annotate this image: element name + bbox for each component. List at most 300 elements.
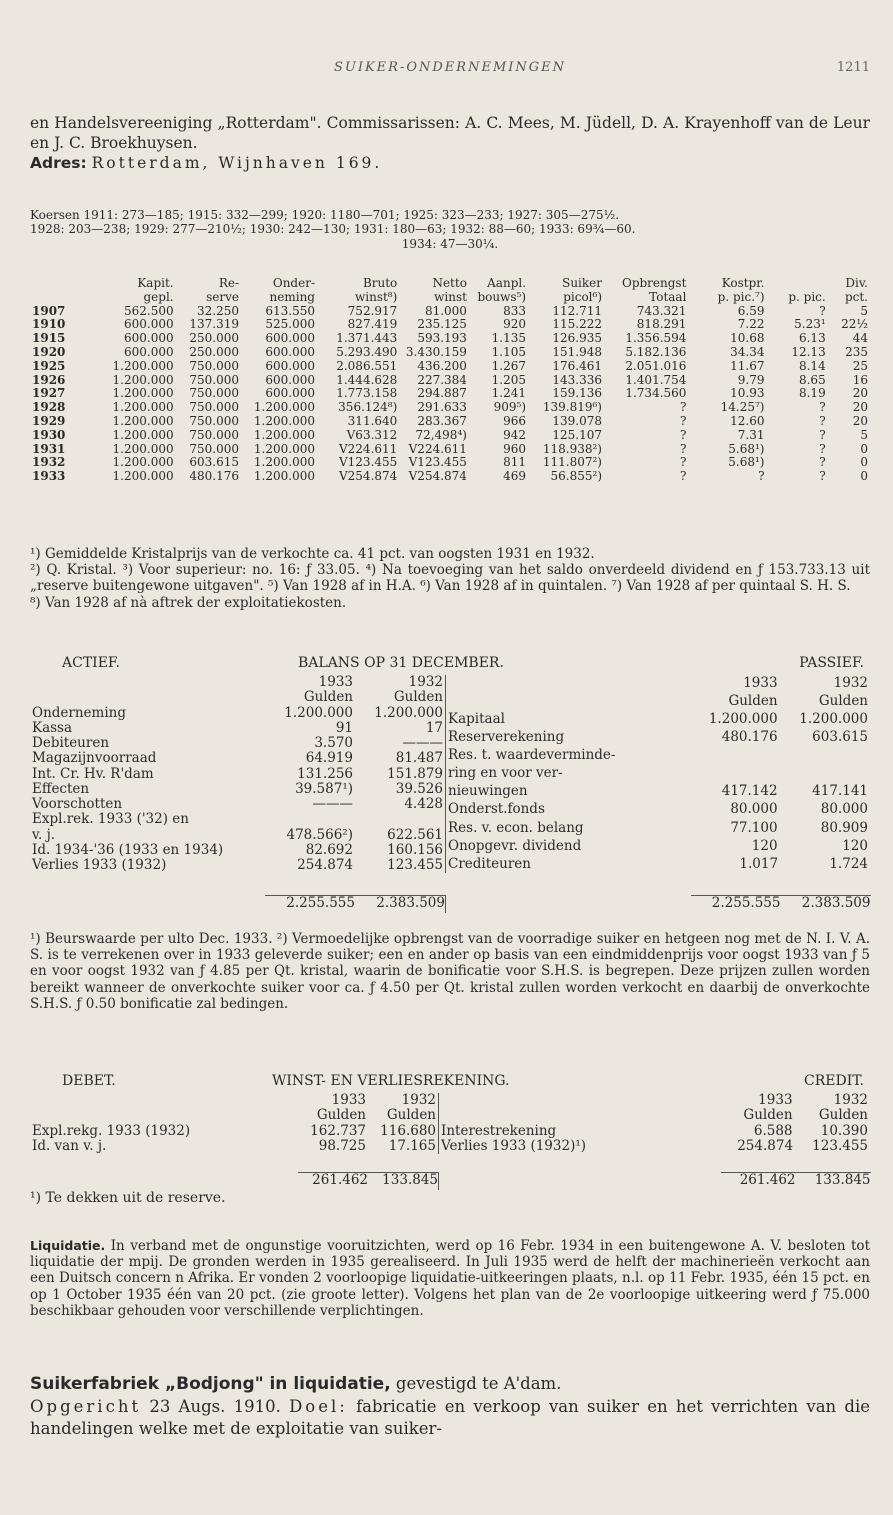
balance-right-body bbox=[446, 711, 871, 873]
stats-cell: 5.293.490 bbox=[336, 344, 398, 359]
unit-head: Gulden bbox=[316, 1107, 366, 1124]
opgericht-value: 23 Augs. 1910. bbox=[149, 1396, 281, 1416]
stats-cell: 112.711 bbox=[552, 303, 602, 318]
account-label: Debiteuren bbox=[32, 735, 110, 751]
account-value-1933: 478.566²) bbox=[286, 826, 353, 843]
account-row bbox=[446, 819, 871, 837]
account-row bbox=[30, 782, 445, 797]
stats-cell: 1.267 bbox=[491, 358, 527, 373]
bodjong-name: Suikerfabriek „Bodjong" in liquidatie, bbox=[30, 1374, 391, 1394]
stats-cell: ? bbox=[679, 441, 687, 456]
stats-cell: ? bbox=[679, 427, 687, 442]
stats-cell: 603.615 bbox=[189, 455, 240, 470]
stats-row bbox=[30, 456, 870, 470]
stats-head: gepl. bbox=[143, 289, 174, 304]
stats-cell: 235 bbox=[845, 344, 868, 359]
statistics-table bbox=[30, 277, 870, 484]
stats-head: winst bbox=[434, 289, 467, 304]
stats-row bbox=[30, 360, 870, 374]
stats-cell: 966 bbox=[503, 413, 527, 428]
account-label: Crediteuren bbox=[448, 855, 531, 872]
bodjong-heading bbox=[30, 1373, 870, 1396]
footnote: ⁸) Van 1928 af nà aftrek der exploitatiekosten. bbox=[30, 594, 347, 611]
stats-cell: 743.321 bbox=[636, 303, 687, 318]
account-value-1932 bbox=[780, 765, 870, 783]
pl-columns bbox=[30, 1093, 870, 1154]
stats-head: p. pic. bbox=[788, 289, 826, 304]
account-row bbox=[30, 843, 445, 858]
account-label: Onopgevr. dividend bbox=[448, 837, 582, 854]
account-label: ring en voor ver- bbox=[448, 765, 563, 782]
stats-head: serve bbox=[206, 289, 240, 304]
stats-cell: 2.086.551 bbox=[336, 358, 398, 373]
stats-cell: 8.14 bbox=[798, 358, 826, 373]
account-value-1933: 254.874 bbox=[737, 1137, 794, 1154]
stats-cell: 1.205 bbox=[491, 372, 527, 387]
stats-cell: 0 bbox=[860, 455, 868, 470]
unit-head: Gulden bbox=[818, 693, 868, 710]
stats-head: p. pic.⁷) bbox=[717, 289, 765, 304]
stats-cell: 34.34 bbox=[730, 344, 765, 359]
stats-cell: 56.855²) bbox=[550, 469, 602, 484]
stats-cell: V63.312 bbox=[346, 427, 398, 442]
stats-head: neming bbox=[269, 289, 315, 304]
stats-row bbox=[30, 401, 870, 415]
opgericht-label: Opgericht bbox=[30, 1396, 142, 1416]
stats-head: Kapit. bbox=[137, 276, 174, 290]
stats-cell: 811 bbox=[503, 455, 527, 470]
account-label: Res. v. econ. belang bbox=[448, 819, 584, 836]
stats-cell: 1.444.628 bbox=[336, 372, 398, 387]
stats-year: 1915 bbox=[32, 331, 66, 346]
stats-year: 1926 bbox=[32, 372, 66, 387]
stats-cell: 139.819⁶) bbox=[542, 400, 602, 415]
stats-cell: 11.67 bbox=[730, 358, 765, 373]
stats-cell: ? bbox=[679, 469, 687, 484]
pl-total-left-1933: 261.462 bbox=[298, 1172, 368, 1189]
stats-cell: 1.200.000 bbox=[112, 441, 174, 456]
year-head: 1933 bbox=[318, 674, 353, 690]
stats-row bbox=[30, 318, 870, 332]
pl-left-title: DEBET. bbox=[62, 1073, 116, 1089]
stats-head: pct. bbox=[844, 289, 868, 304]
year-head: 1932 bbox=[408, 674, 443, 690]
stats-head: picol⁶) bbox=[563, 289, 602, 304]
stats-year: 1932 bbox=[32, 455, 66, 470]
stats-year: 1920 bbox=[32, 344, 66, 359]
year-head: 1933 bbox=[743, 675, 778, 692]
stats-year: 1910 bbox=[32, 317, 66, 332]
account-label: Verlies 1933 (1932)¹) bbox=[441, 1137, 587, 1154]
account-row bbox=[30, 721, 445, 736]
liquidation-label: Liquidatie. bbox=[30, 1238, 106, 1253]
stats-row bbox=[30, 305, 870, 319]
stats-cell: 25 bbox=[852, 358, 868, 373]
stats-cell: 600.000 bbox=[123, 344, 174, 359]
stats-cell: 294.887 bbox=[417, 386, 467, 401]
account-row bbox=[446, 783, 871, 801]
stats-head: Totaal bbox=[649, 289, 687, 304]
account-label: Id. van v. j. bbox=[32, 1137, 107, 1154]
stats-cell: 1.200.000 bbox=[112, 372, 174, 387]
pl-totals bbox=[30, 1172, 870, 1190]
account-row bbox=[30, 828, 445, 843]
stats-cell: 1.200.000 bbox=[112, 386, 174, 401]
stats-year: 1931 bbox=[32, 441, 66, 456]
account-value-1933: 254.874 bbox=[297, 857, 353, 873]
address-label: Adres: bbox=[30, 154, 87, 173]
balance-titles bbox=[30, 655, 870, 675]
account-value-1933: 1.017 bbox=[739, 855, 779, 872]
stats-cell: 44 bbox=[852, 331, 868, 346]
balance-left-body bbox=[30, 706, 445, 874]
stats-cell: V224.611 bbox=[339, 441, 398, 456]
stats-cell: 235.125 bbox=[417, 317, 467, 332]
year-head: 1932 bbox=[401, 1092, 436, 1108]
account-row bbox=[439, 1124, 871, 1139]
stats-year: 1930 bbox=[32, 427, 66, 442]
account-row bbox=[30, 751, 445, 766]
stats-cell: 525.000 bbox=[265, 317, 315, 332]
stats-head: Suiker bbox=[562, 276, 602, 290]
pl-right-body bbox=[439, 1124, 871, 1155]
stats-cell: 5.68¹) bbox=[728, 441, 765, 456]
account-value-1933 bbox=[265, 812, 355, 827]
stats-cell: 8.19 bbox=[798, 386, 826, 401]
account-value-1932: 80.909 bbox=[820, 819, 868, 836]
stats-cell: 1.200.000 bbox=[112, 427, 174, 442]
page-number: 1211 bbox=[836, 60, 870, 75]
account-value-1932 bbox=[780, 747, 870, 765]
account-value-1932: 151.879 bbox=[387, 765, 443, 782]
stats-head: bouws⁵) bbox=[477, 289, 527, 304]
account-value-1933: 3.570 bbox=[314, 735, 353, 751]
address-line bbox=[30, 153, 870, 173]
year-head: 1933 bbox=[331, 1092, 366, 1108]
balance-title: BALANS OP 31 DECEMBER. bbox=[298, 655, 504, 671]
stats-cell: 1.200.000 bbox=[253, 469, 315, 484]
stats-row bbox=[30, 387, 870, 401]
stats-head: Div. bbox=[845, 276, 868, 290]
stats-cell: 115.222 bbox=[552, 317, 602, 332]
account-value-1933: 39.587¹) bbox=[295, 780, 353, 797]
account-row bbox=[446, 765, 871, 783]
stats-cell: ? bbox=[819, 413, 826, 428]
stats-cell: 176.461 bbox=[552, 358, 602, 373]
stats-head: Kostpr. bbox=[721, 276, 765, 290]
stats-cell: 111.807²) bbox=[542, 455, 602, 470]
account-value-1932 bbox=[355, 812, 445, 827]
account-value-1932: 123.455 bbox=[812, 1137, 868, 1154]
stats-cell: 750.000 bbox=[189, 372, 240, 387]
account-value-1932: 4.428 bbox=[404, 796, 443, 812]
stats-cell: 909⁵) bbox=[493, 400, 527, 415]
doel-value: fabricatie en verkoop van suiker en het verrichten van die handelingen welke met de exploitatie van suiker- bbox=[30, 1396, 870, 1439]
total-left-1932: 2.383.509 bbox=[355, 895, 445, 912]
stats-cell: 125.107 bbox=[552, 427, 602, 442]
stats-cell: ? bbox=[819, 441, 826, 456]
running-title: SUIKER-ONDERNEMINGEN bbox=[333, 60, 567, 75]
stats-cell: 1.200.000 bbox=[112, 358, 174, 373]
stats-cell: ? bbox=[819, 469, 826, 484]
account-value-1932: 603.615 bbox=[812, 729, 868, 746]
stats-year: 1925 bbox=[32, 358, 66, 373]
stats-cell: 10.93 bbox=[730, 386, 765, 401]
koersen-line-3: 1934: 47—30¼. bbox=[401, 236, 499, 251]
stats-cell: 1.200.000 bbox=[253, 413, 315, 428]
stats-cell: 1.200.000 bbox=[253, 400, 315, 415]
stats-cell: 593.193 bbox=[417, 331, 467, 346]
stats-cell: 469 bbox=[503, 469, 527, 484]
unit-head: Gulden bbox=[386, 1107, 436, 1124]
bodjong-block bbox=[30, 1373, 870, 1440]
stats-year: 1907 bbox=[32, 303, 66, 318]
stats-cell: ? bbox=[679, 455, 687, 470]
stats-cell: 436.200 bbox=[417, 358, 467, 373]
stats-cell: 1.200.000 bbox=[112, 400, 174, 415]
stats-cell: V254.874 bbox=[339, 469, 398, 484]
stats-cell: 139.078 bbox=[552, 413, 602, 428]
account-value-1932: 17.165 bbox=[388, 1137, 436, 1154]
stats-cell: 143.336 bbox=[552, 372, 602, 387]
stats-header-row-2 bbox=[30, 291, 870, 305]
stats-cell: ? bbox=[679, 413, 687, 428]
account-label: Voorschotten bbox=[32, 796, 123, 812]
account-value-1933: 162.737 bbox=[310, 1122, 366, 1139]
account-label: Magazijnvoorraad bbox=[32, 750, 157, 767]
account-value-1932: 1.724 bbox=[829, 855, 868, 872]
account-label: Onderneming bbox=[32, 704, 126, 721]
account-value-1933: 91 bbox=[335, 719, 353, 736]
account-label: nieuwingen bbox=[448, 783, 528, 800]
footnote: ²) Q. Kristal. ³) Voor superieur: no. 16: ƒ 33.05. ⁴) Na toevoeging van het saldo onverdeeld dividend en ƒ 153.733.13 uit „reserve buitengewone uitgaven". ⁵) Van 1928 af in H.A. ⁶) Van 1928 af in quintalen. ⁷) Van 1928 af per quintaal S. H. S. bbox=[30, 562, 870, 595]
stats-cell: 1.135 bbox=[491, 331, 527, 346]
stats-cell: 1.200.000 bbox=[112, 413, 174, 428]
account-row bbox=[439, 1139, 871, 1154]
stats-cell: 356.124⁸) bbox=[338, 400, 398, 415]
account-row bbox=[30, 797, 445, 812]
footnotes-2 bbox=[30, 931, 870, 1012]
stats-cell: 752.917 bbox=[347, 303, 398, 318]
account-value-1932: ——— bbox=[402, 735, 443, 751]
stats-cell: ? bbox=[819, 303, 826, 318]
stats-head: Onder- bbox=[272, 276, 315, 290]
pl-debet bbox=[30, 1093, 438, 1154]
pl-total-right-1933: 261.462 bbox=[721, 1172, 796, 1189]
intro-block bbox=[30, 113, 870, 173]
account-value-1933: 98.725 bbox=[318, 1137, 366, 1154]
stats-head: winst⁸) bbox=[354, 289, 398, 304]
stats-cell: 137.319 bbox=[189, 317, 240, 332]
account-value-1933: 120 bbox=[751, 837, 778, 854]
balance-left-title: ACTIEF. bbox=[62, 655, 120, 671]
stats-cell: 5.23¹ bbox=[794, 317, 826, 332]
account-value-1932: 1.200.000 bbox=[374, 704, 443, 721]
stats-cell: ? bbox=[758, 469, 765, 484]
stats-cell: 1.200.000 bbox=[253, 455, 315, 470]
stats-cell: 1.200.000 bbox=[112, 469, 174, 484]
stats-cell: 600.000 bbox=[265, 386, 315, 401]
stats-cell: 12.13 bbox=[791, 344, 826, 359]
account-row bbox=[446, 855, 871, 873]
stats-cell: 1.200.000 bbox=[253, 441, 315, 456]
pl-titles bbox=[30, 1073, 870, 1093]
liquidation-block bbox=[30, 1238, 870, 1319]
account-label: Kassa bbox=[32, 719, 73, 736]
total-right-1933: 2.255.555 bbox=[691, 895, 781, 912]
koersen-line-2: 1928: 203—238; 1929: 277—210½; 1930: 242—130; 1931: 180—63; 1932: 88—60; 1933: 69¾—60. bbox=[30, 222, 636, 237]
account-value-1933: 77.100 bbox=[730, 819, 778, 836]
stats-cell: 118.938²) bbox=[542, 441, 602, 456]
stats-cell: 81.000 bbox=[424, 303, 467, 318]
stats-cell: 20 bbox=[852, 400, 868, 415]
account-label: Res. t. waardeverminde- bbox=[448, 747, 616, 764]
stats-year: 1928 bbox=[32, 400, 66, 415]
account-value-1933 bbox=[690, 765, 780, 783]
total-right-1932: 2.383.509 bbox=[781, 895, 871, 912]
account-row bbox=[446, 729, 871, 747]
stats-year: 1933 bbox=[32, 469, 66, 484]
stats-cell: 750.000 bbox=[189, 386, 240, 401]
stats-cell: 600.000 bbox=[265, 344, 315, 359]
account-value-1933 bbox=[690, 747, 780, 765]
footnotes-1 bbox=[30, 546, 870, 611]
account-row bbox=[30, 812, 445, 827]
account-row bbox=[30, 767, 445, 782]
stats-cell: 827.419 bbox=[347, 317, 398, 332]
stats-cell: 920 bbox=[503, 317, 527, 332]
stats-cell: 480.176 bbox=[189, 469, 240, 484]
unit-head: Gulden bbox=[818, 1107, 868, 1124]
stats-head: Netto bbox=[432, 276, 467, 290]
stats-cell: 1.371.443 bbox=[336, 331, 398, 346]
stats-row bbox=[30, 374, 870, 388]
account-value-1933: 64.919 bbox=[305, 750, 353, 767]
stats-cell: 0 bbox=[860, 469, 868, 484]
account-label: Interestrekening bbox=[441, 1122, 557, 1139]
stats-cell: 6.59 bbox=[737, 303, 765, 318]
stats-head: Opbrengst bbox=[621, 276, 687, 290]
stats-cell: 283.367 bbox=[417, 413, 467, 428]
stats-cell: 1.773.158 bbox=[336, 386, 398, 401]
stats-cell: 0 bbox=[860, 441, 868, 456]
running-header bbox=[30, 60, 870, 80]
stats-head: Re- bbox=[218, 276, 240, 290]
total-left-1933: 2.255.555 bbox=[265, 895, 355, 912]
account-value-1932: 39.526 bbox=[395, 780, 443, 797]
account-value-1932: 81.487 bbox=[395, 750, 443, 767]
account-row bbox=[30, 1124, 438, 1139]
stats-cell: 1.356.594 bbox=[625, 331, 687, 346]
address-value: Rotterdam, Wijnhaven 169. bbox=[91, 154, 383, 173]
account-value-1933: 80.000 bbox=[730, 801, 778, 818]
pl-title: WINST- EN VERLIESREKENING. bbox=[272, 1073, 510, 1089]
stats-cell: 9.79 bbox=[737, 372, 765, 387]
stats-cell: 291.633 bbox=[417, 400, 467, 415]
unit-head: Gulden bbox=[393, 689, 443, 706]
account-value-1933: 480.176 bbox=[721, 729, 778, 746]
stats-cell: 5.68¹) bbox=[728, 455, 765, 470]
unit-head: Gulden bbox=[303, 689, 353, 706]
stats-cell: V123.455 bbox=[408, 455, 467, 470]
koersen-line-1: Koersen 1911: 273—185; 1915: 332—299; 1920: 1180—701; 1925: 323—233; 1927: 305—275½. bbox=[30, 208, 620, 222]
stats-cell: 600.000 bbox=[265, 331, 315, 346]
stats-cell: 750.000 bbox=[189, 400, 240, 415]
account-value-1932: 116.680 bbox=[380, 1122, 436, 1139]
pl-total-right-1932: 133.845 bbox=[796, 1172, 871, 1189]
stats-cell: 14.25⁷) bbox=[720, 400, 765, 415]
stats-cell: 3.430.159 bbox=[405, 344, 467, 359]
stats-cell: 16 bbox=[852, 372, 868, 387]
account-row bbox=[446, 837, 871, 855]
balance-actief bbox=[30, 675, 445, 873]
stats-year: 1929 bbox=[32, 413, 66, 428]
stats-cell: V224.611 bbox=[408, 441, 467, 456]
stats-cell: 12.60 bbox=[730, 413, 765, 428]
stats-head: Bruto bbox=[362, 276, 398, 290]
stats-cell: V254.874 bbox=[408, 469, 467, 484]
unit-head: Gulden bbox=[743, 1107, 793, 1124]
stats-cell: 1.105 bbox=[491, 344, 527, 359]
stats-cell: 250.000 bbox=[189, 344, 240, 359]
stats-cell: 5.182.136 bbox=[625, 344, 687, 359]
balance-columns bbox=[30, 675, 870, 873]
account-value-1933: ——— bbox=[312, 796, 353, 812]
stats-cell: 600.000 bbox=[265, 358, 315, 373]
liquidation-text bbox=[30, 1238, 870, 1319]
stats-row bbox=[30, 443, 870, 457]
stats-cell: 600.000 bbox=[123, 317, 174, 332]
unit-head: Gulden bbox=[728, 693, 778, 710]
stats-cell: 227.384 bbox=[417, 372, 467, 387]
stats-cell: 750.000 bbox=[189, 358, 240, 373]
account-label: Expl.rekg. 1933 (1932) bbox=[32, 1122, 191, 1139]
balance-sheet bbox=[30, 655, 870, 913]
stats-cell: 750.000 bbox=[189, 413, 240, 428]
stats-cell: 250.000 bbox=[189, 331, 240, 346]
stats-cell: 311.640 bbox=[347, 413, 398, 428]
stats-cell: 151.948 bbox=[552, 344, 602, 359]
stats-cell: 159.136 bbox=[552, 386, 602, 401]
stats-cell: 2.051.016 bbox=[625, 358, 687, 373]
footnote: ¹) Gemiddelde Kristalprijs van de verkochte ca. 41 pct. van oogsten 1931 en 1932. bbox=[30, 546, 595, 562]
stats-cell: V123.455 bbox=[339, 455, 398, 470]
doel-label: Doel: bbox=[289, 1396, 348, 1416]
account-value-1932: 1.200.000 bbox=[799, 711, 868, 728]
stats-cell: 22½ bbox=[841, 317, 868, 332]
account-label: Int. Cr. Hv. R'dam bbox=[32, 765, 154, 782]
account-value-1933: 6.588 bbox=[753, 1122, 793, 1139]
year-head: 1932 bbox=[833, 675, 868, 692]
account-value-1932: 17 bbox=[425, 719, 443, 736]
account-value-1933: 1.200.000 bbox=[708, 711, 778, 728]
account-label: Effecten bbox=[32, 780, 90, 797]
account-row bbox=[446, 801, 871, 819]
account-value-1932: 417.141 bbox=[812, 783, 868, 800]
stats-cell: 750.000 bbox=[189, 441, 240, 456]
account-value-1932: 123.455 bbox=[387, 857, 443, 873]
pl-total-left-1932: 133.845 bbox=[368, 1172, 438, 1189]
account-row bbox=[446, 747, 871, 765]
stats-row bbox=[30, 415, 870, 429]
account-value-1932: 622.561 bbox=[387, 826, 443, 843]
stats-cell: ? bbox=[819, 455, 826, 470]
stats-cell: ? bbox=[679, 400, 687, 415]
stats-cell: 7.22 bbox=[737, 317, 765, 332]
stats-row bbox=[30, 346, 870, 360]
account-row bbox=[30, 1139, 438, 1154]
account-label: Reserverekening bbox=[448, 729, 565, 746]
